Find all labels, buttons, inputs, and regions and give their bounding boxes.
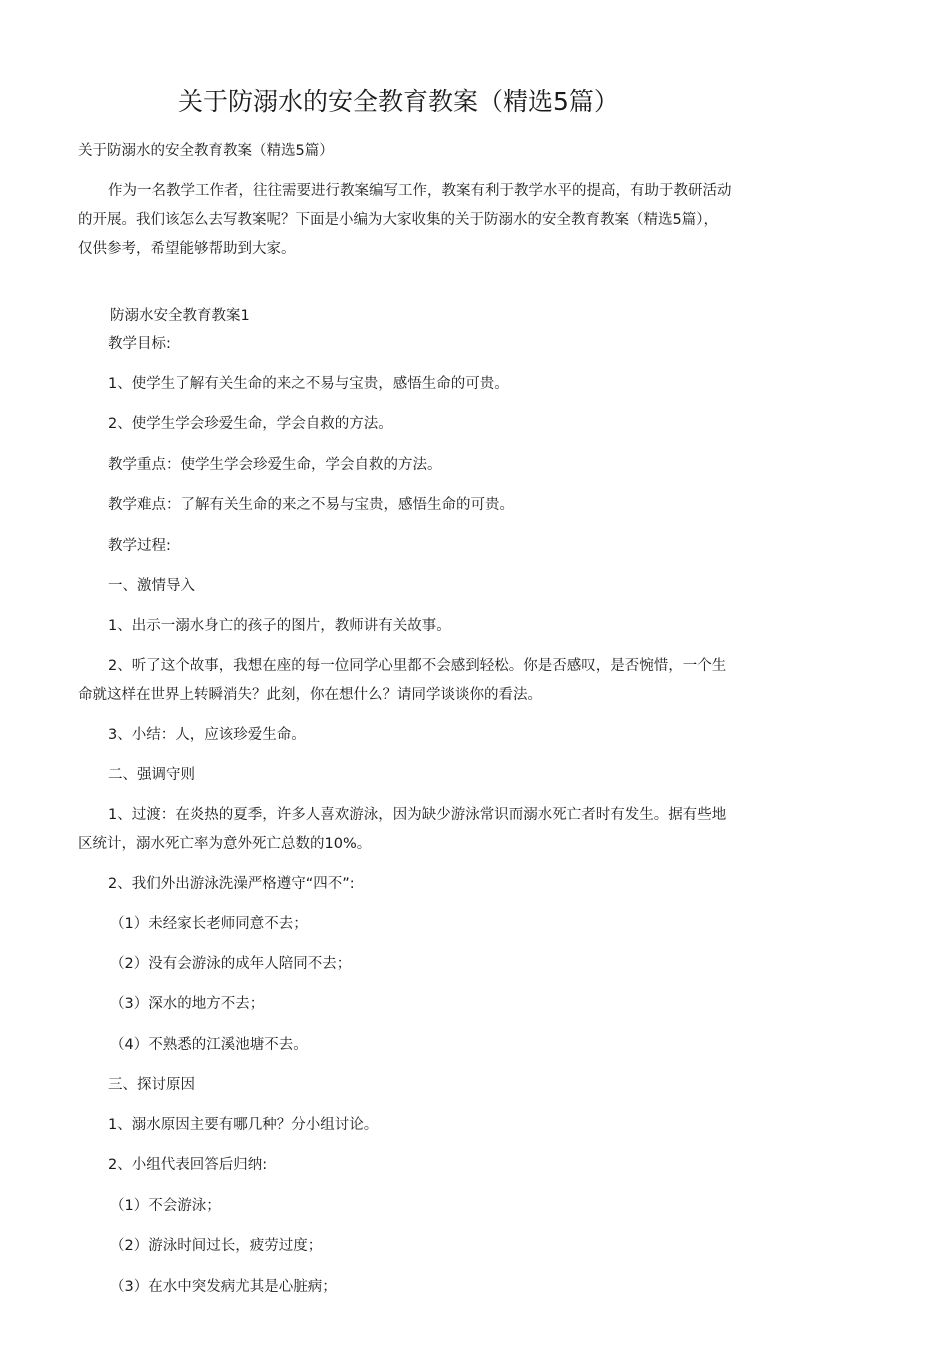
document-subtitle: 关于防溺水的安全教育教案（精选5篇） <box>78 143 334 159</box>
body-line: 教学重点：使学生学会珍爱生命，学会自救的方法。 <box>108 457 442 473</box>
body-line: 3、小结：人，应该珍爱生命。 <box>108 727 306 743</box>
body-line: （1）不会游泳； <box>110 1198 221 1214</box>
body-line: 1、溺水原因主要有哪几种？分小组讨论。 <box>108 1117 379 1133</box>
body-line: 命就这样在世界上转瞬消失？此刻，你在想什么？请同学谈谈你的看法。 <box>78 687 542 703</box>
body-line: （2）没有会游泳的成年人陪同不去； <box>110 956 352 972</box>
body-line: （1）未经家长老师同意不去； <box>110 916 308 932</box>
body-line: （3）深水的地方不去； <box>110 996 265 1012</box>
body-line: 2、听了这个故事，我想在座的每一位同学心里都不会感到轻松。你是否感叹，是否惋惜，一个生 <box>108 658 727 674</box>
body-line: 教学过程: <box>108 538 171 554</box>
body-line: 教学难点：了解有关生命的来之不易与宝贵，感悟生命的可贵。 <box>108 497 514 513</box>
intro-line: 作为一名教学工作者，往往需要进行教案编写工作，教案有利于教学水平的提高，有助于教研活动 <box>108 183 732 199</box>
body-line: 2、我们外出游泳洗澡严格遵守“四不”: <box>108 876 355 892</box>
body-line: 三、探讨原因 <box>108 1077 195 1093</box>
body-line: 2、使学生学会珍爱生命，学会自救的方法。 <box>108 416 393 432</box>
intro-line: 仅供参考，希望能够帮助到大家。 <box>78 241 296 257</box>
intro-line: 的开展。我们该怎么去写教案呢？下面是小编为大家收集的关于防溺水的安全教育教案（精选5篇）， <box>78 212 718 228</box>
section-heading: 防溺水安全教育教案1 <box>110 308 250 324</box>
body-line: 1、过渡：在炎热的夏季，许多人喜欢游泳，因为缺少游泳常识而溺水死亡者时有发生。据有些地 <box>108 807 727 823</box>
body-line: 区统计，溺水死亡率为意外死亡总数的10%。 <box>78 836 372 852</box>
body-line: （4）不熟悉的江溪池塘不去。 <box>110 1037 308 1053</box>
body-line: 2、小组代表回答后归纳: <box>108 1157 268 1173</box>
document-title: 关于防溺水的安全教育教案（精选5篇） <box>178 87 619 116</box>
body-line: 1、出示一溺水身亡的孩子的图片，教师讲有关故事。 <box>108 618 451 634</box>
body-line: （3）在水中突发病尤其是心脏病； <box>110 1279 337 1295</box>
body-line: 教学目标: <box>108 336 171 352</box>
body-line: 二、强调守则 <box>108 767 195 783</box>
body-line: （2）游泳时间过长，疲劳过度； <box>110 1238 323 1254</box>
body-line: 1、使学生了解有关生命的来之不易与宝贵，感悟生命的可贵。 <box>108 376 509 392</box>
body-line: 一、激情导入 <box>108 578 195 594</box>
